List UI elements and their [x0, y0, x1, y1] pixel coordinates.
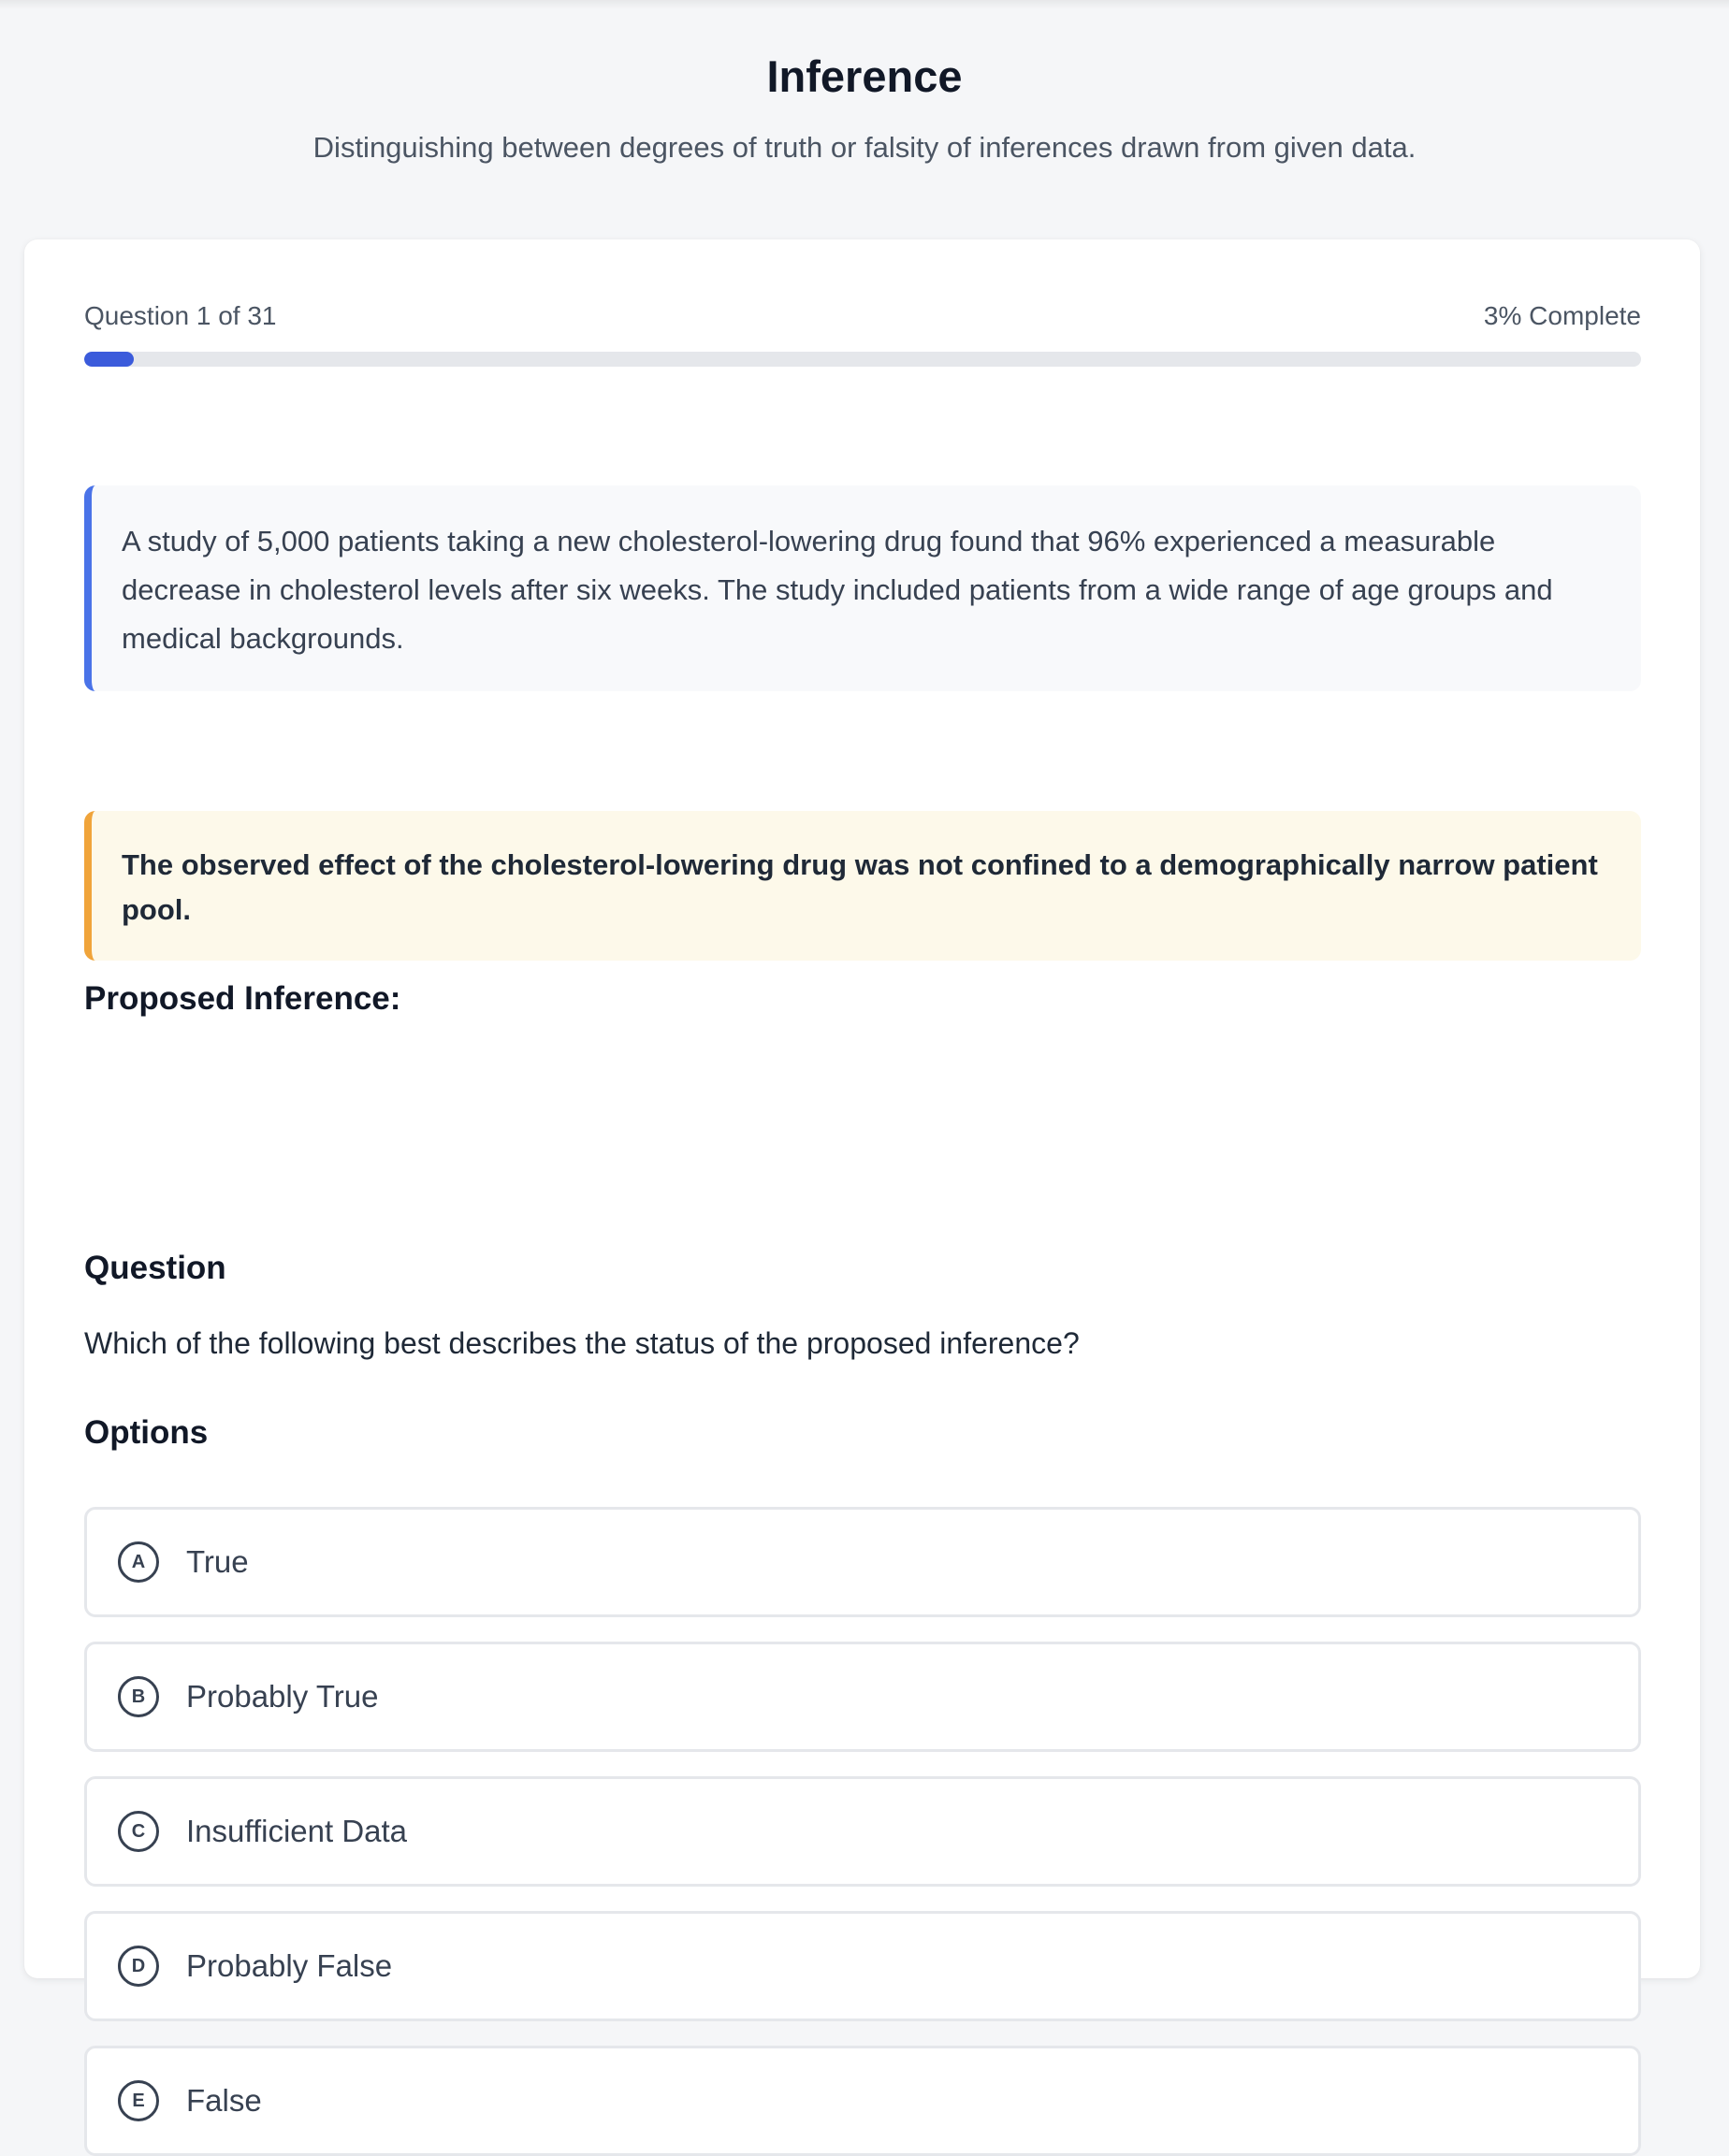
option-label: False	[186, 2083, 262, 2118]
progress-percent: 3% Complete	[1483, 301, 1641, 330]
page-header	[0, 0, 1729, 166]
option-letter-badge: D	[118, 1946, 159, 1987]
progress-bar-fill	[84, 352, 134, 367]
inference-heading: Proposed Inference:	[84, 980, 401, 1017]
option-c[interactable]	[84, 1776, 1641, 1887]
options-heading: Options	[84, 1414, 209, 1451]
inference-box	[84, 811, 1641, 961]
option-letter-badge: C	[118, 1811, 159, 1852]
option-label: Probably False	[186, 1948, 393, 1983]
option-b[interactable]	[84, 1642, 1641, 1752]
progress-header	[84, 301, 1641, 335]
option-label: True	[186, 1544, 249, 1579]
option-d[interactable]	[84, 1911, 1641, 2021]
passage-box	[84, 485, 1641, 691]
option-e[interactable]	[84, 2046, 1641, 2156]
option-letter-badge: B	[118, 1676, 159, 1717]
option-letter-badge: A	[118, 1541, 159, 1583]
question-text: Which of the following best describes the status of the proposed inference?	[84, 1326, 1080, 1360]
top-shadow	[0, 0, 1729, 9]
question-card	[24, 239, 1700, 2118]
question-counter: Question 1 of 31	[84, 301, 277, 330]
page-subtitle: Distinguishing between degrees of truth or falsity of inferences drawn from given data.	[312, 131, 1417, 164]
option-a[interactable]	[84, 1507, 1641, 1617]
option-label: Probably True	[186, 1679, 379, 1714]
question-heading: Question	[84, 1250, 226, 1286]
passage-text: A study of 5,000 patients taking a new cholesterol-lowering drug found that 96% experienced a measurable decrease in cholesterol levels after six weeks. The study included patients from a wide range of age groups and medical backgrounds.	[122, 525, 1553, 655]
progress-bar	[84, 352, 1641, 367]
page-title: Inference	[766, 51, 963, 101]
inference-text: The observed effect of the cholesterol-lowering drug was not confined to a demographically narrow patient pool.	[122, 848, 1598, 926]
option-label: Insufficient Data	[186, 1814, 408, 1848]
option-letter-badge: E	[118, 2080, 159, 2121]
